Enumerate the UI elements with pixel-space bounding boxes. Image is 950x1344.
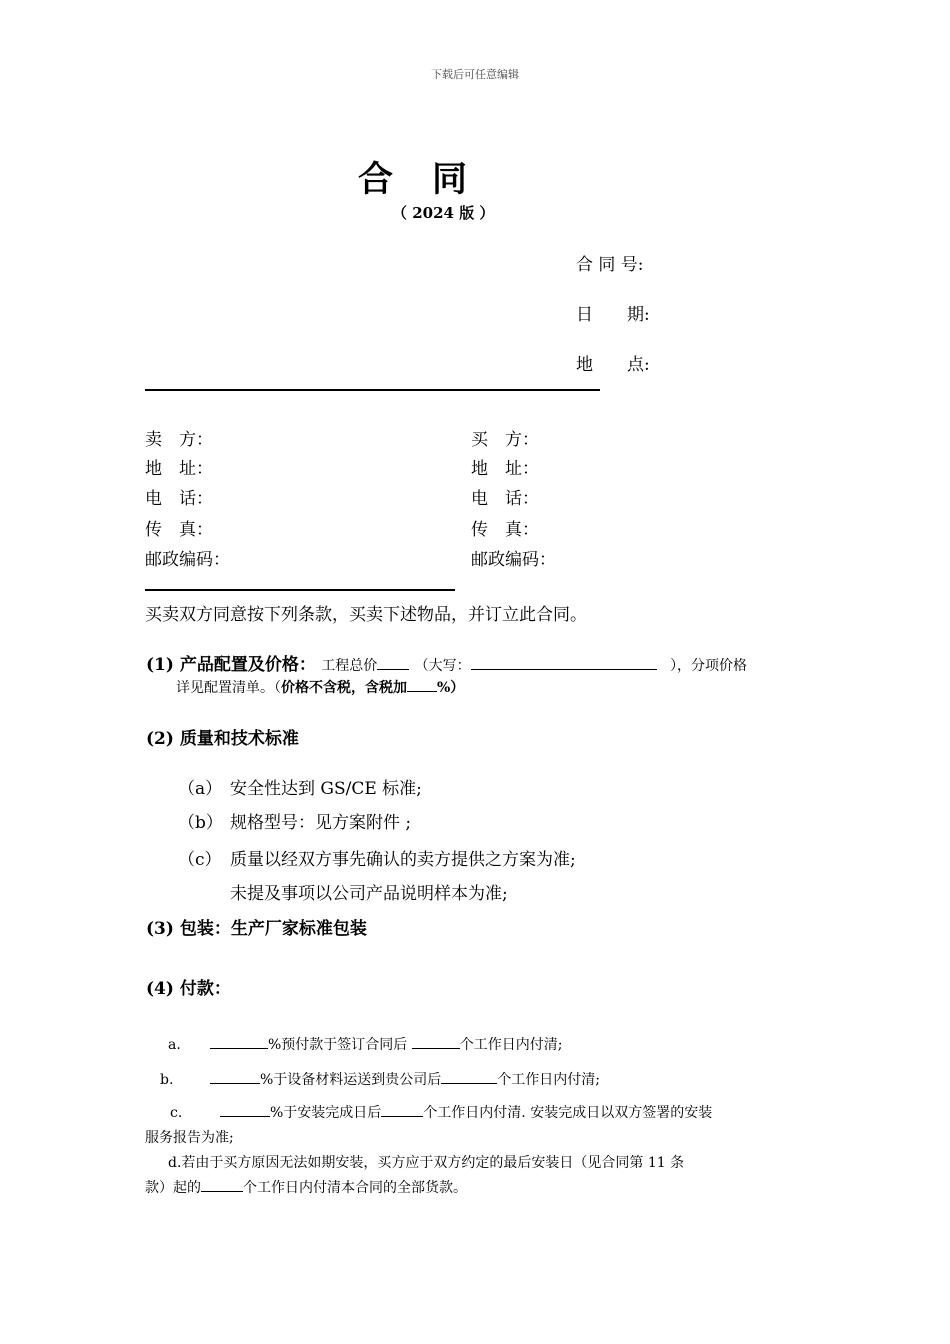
buyer-postal-label: 邮政编码： xyxy=(471,550,556,570)
payment-b-percent-blank xyxy=(210,1069,260,1084)
version-label: （ 2024 版 ） xyxy=(392,204,495,222)
item-tag: （b） xyxy=(178,813,223,833)
total-price-blank xyxy=(377,655,409,670)
date-label: 日 期: xyxy=(576,305,650,325)
item-text: 安全性达到 GS/CE 标准; xyxy=(230,779,422,799)
buyer-name-label: 买 方： xyxy=(471,430,539,450)
tax-percent-blank xyxy=(407,677,437,692)
header-note: 下载后可任意编辑 xyxy=(431,68,519,81)
amount-in-words-blank xyxy=(471,655,657,670)
intro-text: 买卖双方同意按下列条款，买卖下述物品，并订立此合同。 xyxy=(145,605,587,625)
section-1-heading: (1) 产品配置及价格： xyxy=(146,655,316,675)
item-text: 规格型号：见方案附件 ; xyxy=(230,813,412,833)
payment-item-a xyxy=(168,1034,562,1054)
payment-d-text-2: 个工作日内付清本合同的全部货款。 xyxy=(243,1180,467,1196)
seller-postal-label: 邮政编码： xyxy=(145,550,230,570)
buyer-address-label: 地 址： xyxy=(471,459,539,479)
payment-c-text-2: 个工作日内付清. 安装完成日以双方签署的安装 xyxy=(423,1105,713,1121)
tax-note-end: %） xyxy=(437,680,465,696)
payment-b-days-blank xyxy=(441,1069,497,1084)
payment-item-d-cont xyxy=(145,1177,467,1197)
total-price-label: 工程总价 xyxy=(321,658,378,674)
item-text: 质量以经双方事先确认的卖方提供之方案为准; xyxy=(230,850,576,870)
section-1-line-1 xyxy=(146,650,747,675)
parties-divider xyxy=(145,589,455,591)
payment-d-days-blank xyxy=(201,1177,243,1192)
buyer-phone-label: 电 话： xyxy=(471,489,539,509)
payment-tag: b. xyxy=(160,1072,174,1088)
seller-phone-label: 电 话： xyxy=(145,489,213,509)
item-tag: （c） xyxy=(178,850,222,870)
header-divider xyxy=(145,389,600,391)
itemized-price-label: ），分项价格 xyxy=(670,658,748,674)
section-1-line-2 xyxy=(176,677,464,697)
payment-a-percent-blank xyxy=(210,1034,268,1049)
section-4-heading: (4) 付款： xyxy=(146,979,231,999)
config-list-text: 详见配置清单。（ xyxy=(176,680,281,696)
standard-item-c xyxy=(178,845,576,870)
place-label: 地 点: xyxy=(576,355,650,375)
section-3-heading: (3) 包装：生产厂家标准包装 xyxy=(146,919,367,939)
payment-c-percent-blank xyxy=(220,1102,270,1117)
payment-item-c-cont: 服务报告为准; xyxy=(145,1130,234,1146)
payment-item-c xyxy=(170,1102,712,1122)
section-2-heading: (2) 质量和技术标准 xyxy=(146,729,299,749)
payment-tag: c. xyxy=(170,1105,183,1121)
payment-a-text-2: 个工作日内付清; xyxy=(459,1037,563,1053)
tax-note: 价格不含税，含税加 xyxy=(281,680,407,696)
payment-tag: a. xyxy=(168,1037,181,1053)
contract-no-label: 合 同 号: xyxy=(576,255,644,275)
payment-d-text: 款）起的 xyxy=(145,1180,201,1196)
payment-a-days-blank xyxy=(412,1034,460,1049)
payment-item-b xyxy=(160,1069,600,1089)
payment-b-text-2: 个工作日内付清; xyxy=(497,1072,601,1088)
standard-item-a xyxy=(178,774,422,799)
item-tag: （a） xyxy=(178,779,223,799)
payment-c-days-blank xyxy=(381,1102,423,1117)
payment-b-text: %于设备材料运送到贵公司后 xyxy=(260,1072,442,1088)
seller-name-label: 卖 方： xyxy=(145,430,213,450)
seller-address-label: 地 址： xyxy=(145,459,213,479)
amount-in-words-label: （大写： xyxy=(414,658,471,674)
standard-continuation: 未提及事项以公司产品说明样本为准; xyxy=(230,884,508,904)
payment-item-d: d.若由于买方原因无法如期安装，买方应于双方约定的最后安装日（见合同第 11 条 xyxy=(168,1155,685,1171)
standard-item-b xyxy=(178,808,411,833)
buyer-fax-label: 传 真： xyxy=(471,520,539,540)
payment-c-text: %于安装完成日后 xyxy=(270,1105,382,1121)
seller-fax-label: 传 真： xyxy=(145,520,213,540)
payment-a-text: %预付款于签订合同后 xyxy=(268,1037,408,1053)
page-title: 合 同 xyxy=(358,159,470,200)
